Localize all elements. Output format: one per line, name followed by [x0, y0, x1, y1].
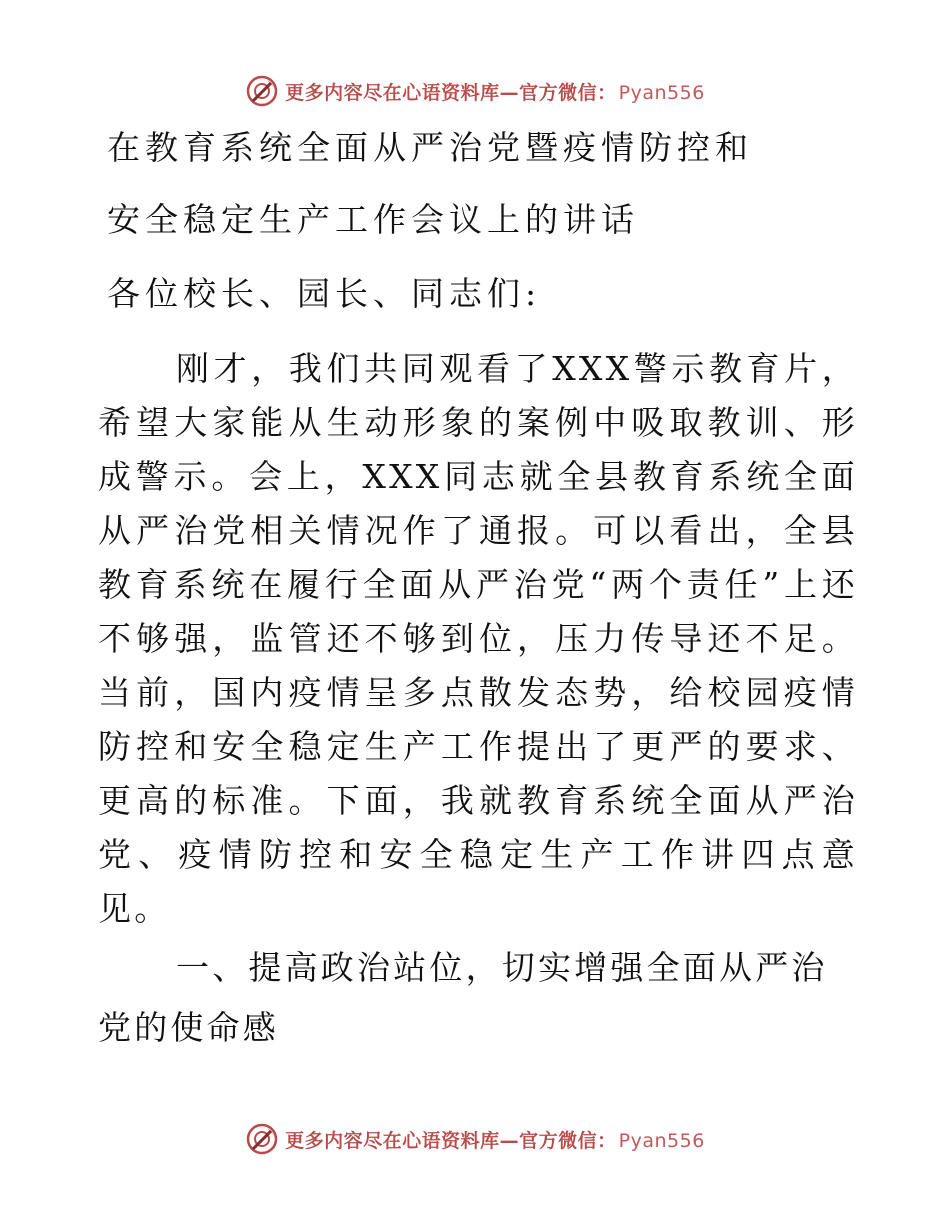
watermark-footer: [0, 1122, 950, 1156]
watermark-text: 更多内容尽在心语资料库—官方微信： Pyan556: [285, 81, 705, 104]
document-title-line-2: 安全稳定生产工作会议上的讲话: [107, 200, 639, 239]
watermark-header: [0, 74, 950, 108]
watermark-handle: Pyan556: [618, 81, 705, 104]
section-heading: 一、提高政治站位，切实增强全面从严治党的使命感: [98, 948, 828, 1047]
document-title-line-1: 在教育系统全面从严治党暨疫情防控和: [107, 128, 753, 167]
salutation: 各位校长、园长、同志们:: [107, 274, 542, 313]
watermark-handle: Pyan556: [618, 1129, 705, 1152]
logo-icon: [245, 74, 279, 108]
logo-icon: [245, 1122, 279, 1156]
body-paragraph: 刚才，我们共同观看了XXX警示教育片，希望大家能从生动形象的案例中吸取教训、形成警示。会上，XXX同志就全县教育系统全面从严治党相关情况作了通报。可以看出，全县教育系统在履行全面从严治党“两个责任”上还不够强，监管还不够到位，压力传导还不足。当前，国内疫情呈多点散发态势，给校园疫情防控和安全稳定生产工作提出了更严的要求、更高的标准。下面，我就教育系统全面从严治党、疫情防控和安全稳定生产工作讲四点意见。: [98, 349, 858, 928]
watermark-text: 更多内容尽在心语资料库—官方微信： Pyan556: [285, 1129, 705, 1152]
